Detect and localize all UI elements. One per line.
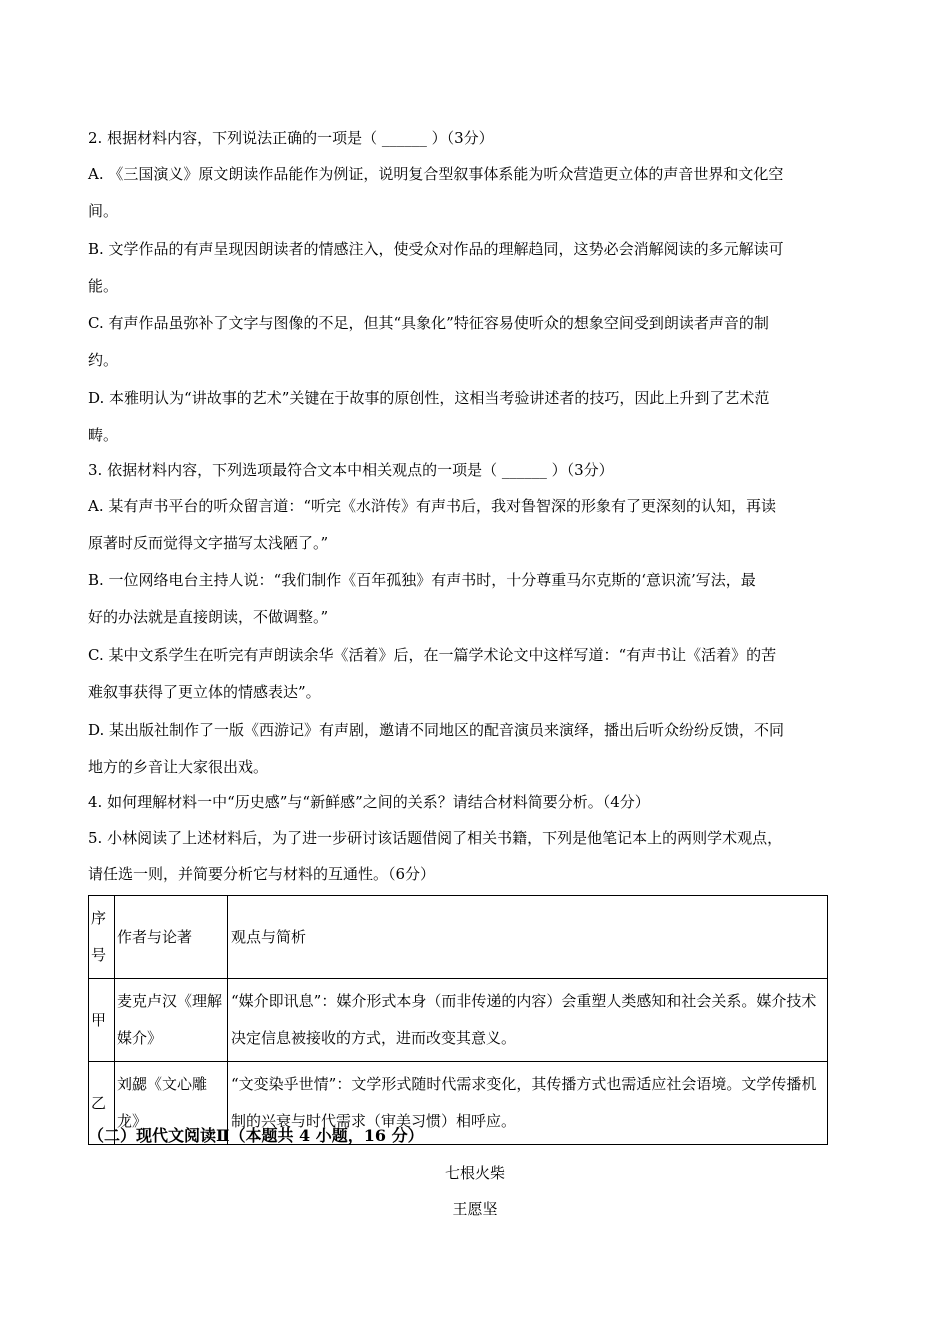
row-author: 麦克卢汉《理解媒介》	[115, 979, 228, 1062]
header-id: 序号	[89, 896, 115, 979]
question-3-option-d-cont: 地方的乡音让大家很出戏。	[88, 758, 269, 776]
question-5-stem: 5. 小林阅读了上述材料后，为了进一步研讨该话题借阅了相关书籍，下列是他笔记本上的两则学术观点，	[88, 829, 783, 847]
question-3-option-d: D. 某出版社制作了一版《西游记》有声剧，邀请不同地区的配音演员来演绎，播出后听众纷纷反馈，不同	[88, 721, 785, 739]
question-2-option-d-cont: 畴。	[88, 426, 119, 444]
question-2-option-a-cont: 间。	[88, 202, 119, 220]
question-3-option-c-cont: 难叙事获得了更立体的情感表达”。	[88, 683, 321, 701]
row-view: “媒介即讯息”：媒介形式本身（而非传递的内容）会重塑人类感知和社会关系。媒介技术决定信息被接收的方式，进而改变其意义。	[228, 979, 828, 1062]
row-view: “文变染乎世情”：文学形式随时代需求变化，其传播方式也需适应社会语境。文学传播机制的兴衰与时代需求（审美习惯）相呼应。	[228, 1062, 828, 1145]
question-2-option-a: A. 《三国演义》原文朗读作品能作为例证，说明复合型叙事体系能为听众营造更立体的声音世界和文化空	[88, 165, 784, 183]
question-3-option-b: B. 一位网络电台主持人说：“我们制作《百年孤独》有声书时，十分尊重马尔克斯的‘意识流’写法，最	[88, 571, 756, 589]
question-5-stem-cont: 请任选一则，并简要分析它与材料的互通性。（6分）	[88, 865, 436, 883]
story-title: 七根火柴	[444, 1164, 505, 1182]
question-4-stem: 4. 如何理解材料一中“历史感”与“新鲜感”之间的关系？请结合材料简要分析。（4分）	[88, 793, 650, 811]
question-2-stem: 2. 根据材料内容，下列说法正确的一项是（ ______ ）（3分）	[88, 129, 494, 147]
table-header-row	[89, 896, 828, 979]
row-author: 刘勰《文心雕龙》	[115, 1062, 228, 1145]
row-id: 甲	[89, 979, 115, 1062]
question-2-option-b: B. 文学作品的有声呈现因朗读者的情感注入，使受众对作品的理解趋同，这势必会消解阅读的多元解读可	[88, 240, 784, 258]
section-heading: （二）现代文阅读Ⅱ（本题共 4 小题，16 分）	[88, 1126, 424, 1145]
table-row	[89, 979, 828, 1062]
viewpoints-table	[88, 895, 828, 1145]
question-3-option-a: A. 某有声书平台的听众留言道：“听完《水浒传》有声书后，我对鲁智深的形象有了更深刻的认知，再读	[88, 497, 777, 515]
header-author: 作者与论著	[115, 896, 228, 979]
question-3-option-a-cont: 原著时反而觉得文字描写太浅陋了。”	[88, 534, 329, 552]
question-3-option-c: C. 某中文系学生在听完有声朗读余华《活着》后，在一篇学术论文中这样写道：“有声书让《活着》的苦	[88, 646, 777, 664]
row-id: 乙	[89, 1062, 115, 1145]
question-3-option-b-cont: 好的办法就是直接朗读，不做调整。”	[88, 608, 329, 626]
question-2-option-b-cont: 能。	[88, 277, 119, 295]
question-2-option-c-cont: 约。	[88, 351, 119, 369]
header-view: 观点与简析	[228, 896, 828, 979]
story-author: 王愿坚	[452, 1200, 498, 1218]
question-3-stem: 3. 依据材料内容，下列选项最符合文本中相关观点的一项是（ ______ ）（3分）	[88, 461, 614, 479]
question-2-option-d: D. 本雅明认为“讲故事的艺术”关键在于故事的原创性，这相当考验讲述者的技巧，因此上升到了艺术范	[88, 389, 770, 407]
question-2-option-c: C. 有声作品虽弥补了文字与图像的不足，但其“具象化”特征容易使听众的想象空间受到朗读者声音的制	[88, 314, 769, 332]
